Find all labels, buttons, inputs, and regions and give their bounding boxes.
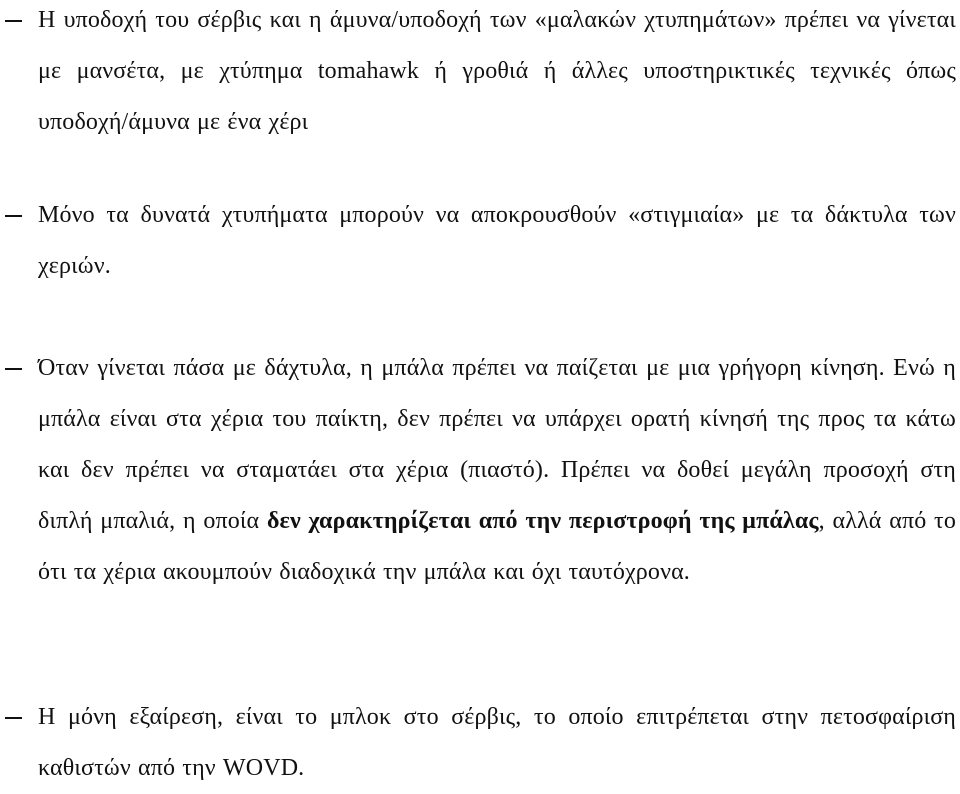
dash-bullet-icon	[5, 717, 22, 719]
dash-bullet-icon	[5, 215, 22, 217]
bullet-text-part: , αλλά από το ότι τα χέρια ακουμπούν διαδοχικά την μπάλα και όχι ταυτόχρονα.	[38, 508, 956, 585]
dash-bullet-icon	[5, 20, 22, 22]
bullet-text	[38, 343, 956, 598]
bullet-text: Μόνο τα δυνατά χτυπήματα μπορούν να αποκρουσθούν «στιγμιαία» με τα δάκτυλα των χεριών.	[38, 202, 956, 279]
bullet-text: Η υποδοχή του σέρβις και η άμυνα/υποδοχή των «μαλακών χτυπημάτων» πρέπει να γίνεται με μανσέτα, με χτύπημα tomahawk ή γροθιά ή άλλες υποστηρικτικές τεχνικές όπως υποδοχή/άμυνα με ένα χέρι	[38, 7, 956, 135]
bullet-text-bold: δεν χαρακτηρίζεται από την περιστροφή της μπάλας	[266, 508, 819, 534]
bullet-text-part: Όταν γίνεται πάσα με δάχτυλα, η μπάλα πρέπει να παίζεται με μια γρήγορη κίνηση. Ενώ η μπάλα είναι στα χέρια του παίκτη, δεν πρέπει να υπάρχει ορατή κίνησή της προς τα κάτω και δεν πρέπει να σταματάει στα χέρια (πιαστό). Πρέπει να δοθεί μεγάλη προσοχή στη διπλή μπαλιά, η οποία	[38, 355, 956, 534]
bullet-text: Η μόνη εξαίρεση, είναι το μπλοκ στο σέρβις, το οποίο επιτρέπεται στην πετοσφαίριση καθιστών από την WOVD.	[38, 704, 956, 781]
dash-bullet-icon	[5, 368, 22, 370]
